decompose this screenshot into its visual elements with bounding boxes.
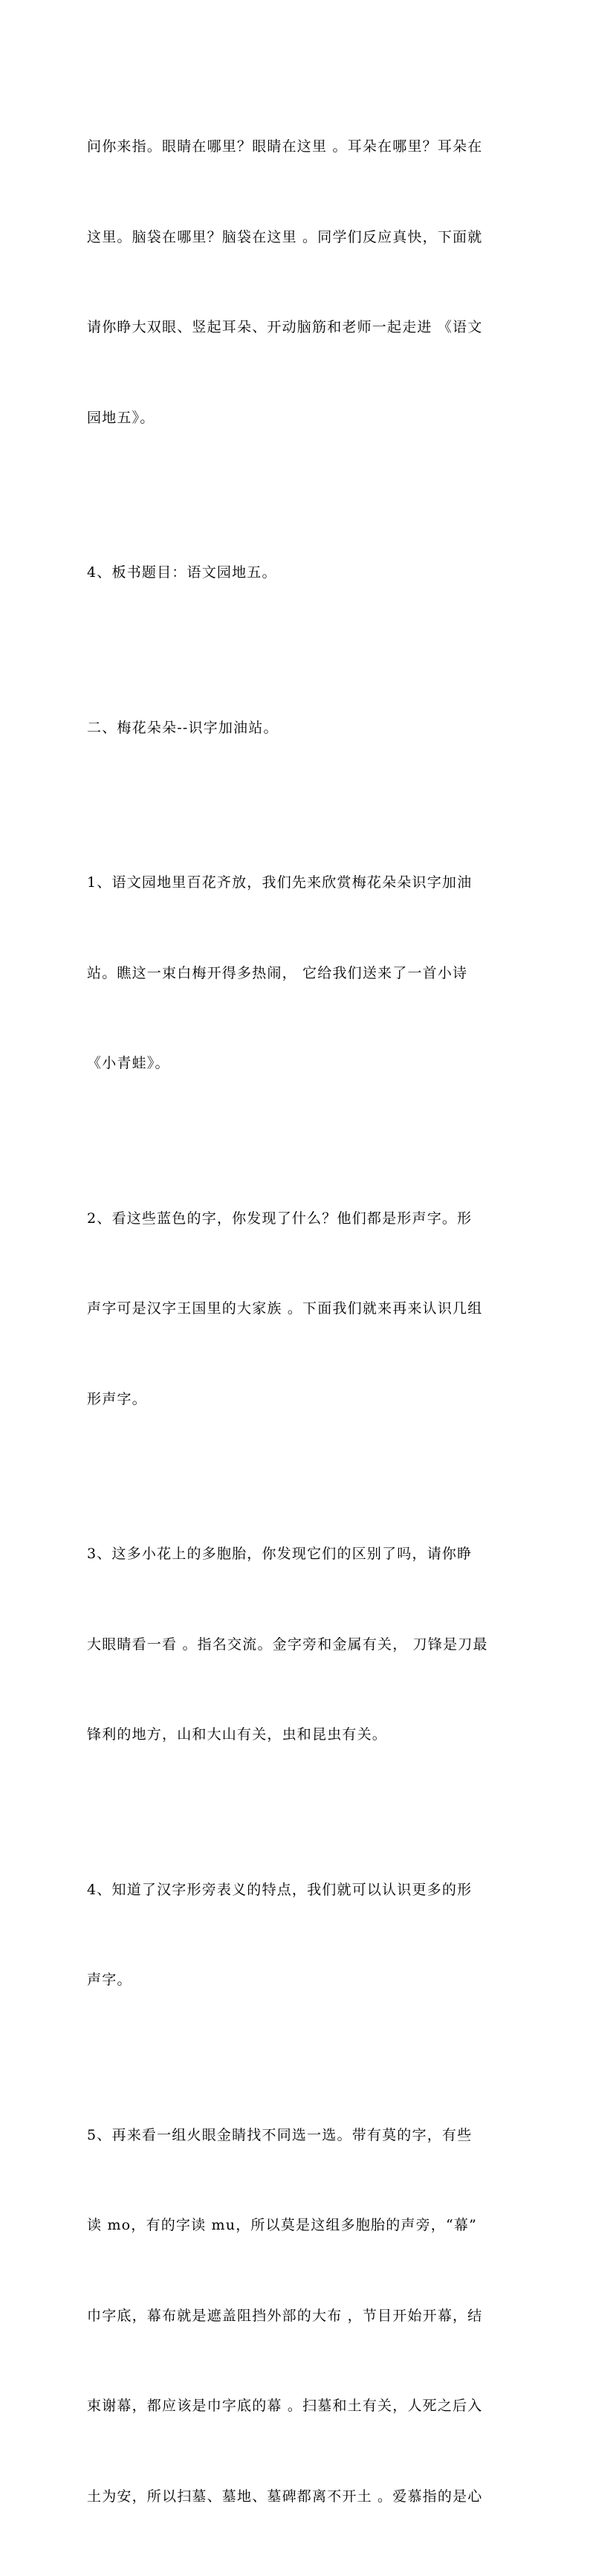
paragraph-intro — [87, 71, 503, 493]
section-heading — [87, 653, 503, 804]
text-line: 这里。脑袋在哪里？脑袋在这里 。同学们反应真快，下面就 — [87, 228, 483, 245]
text-line: 大眼睛看一看 。指名交流。金字旁和金属有关， 刀锋是刀最 — [87, 1636, 488, 1653]
text-line: 形声字。 — [87, 1390, 147, 1407]
text-line: 问你来指。眼睛在哪里？眼睛在这里 。耳朵在哪里？耳朵在 — [87, 138, 483, 155]
text-line: 2、看这些蓝色的字，你发现了什么？他们都是形声字。形 — [87, 1210, 473, 1227]
text-line: 1、语文园地里百花齐放，我们先来欣赏梅花朵朵识字加油 — [87, 874, 473, 891]
paragraph-item-4 — [87, 1815, 503, 2056]
paragraph-item-1 — [87, 807, 503, 1139]
text-line: 站。瞧这一束白梅开得多热闹， 它给我们送来了一首小诗 — [87, 964, 468, 981]
text-line: 《小青蛙》。 — [87, 1055, 170, 1071]
text-line: 4、板书题目：语文园地五。 — [87, 564, 277, 581]
text-line: 二、梅花朵朵--识字加油站。 — [87, 719, 279, 736]
text-line: 3、这多小花上的多胞胎，你发现它们的区别了吗，请你睁 — [87, 1546, 473, 1562]
text-line: 4、知道了汉字形旁表义的特点，我们就可以认识更多的形 — [87, 1881, 473, 1898]
paragraph-item-5 — [87, 2060, 503, 2572]
text-line: 5、再来看一组火眼金睛找不同选一选。带有莫的字，有些 — [87, 2126, 473, 2143]
text-line: 读 mo，有的字读 mu，所以莫是这组多胞胎的声旁，“幕” — [87, 2217, 478, 2233]
text-line: 束谢幕，都应该是巾字底的幕 。扫墓和土有关，人死之后入 — [87, 2398, 483, 2414]
text-line: 锋利的地方，山和大山有关，虫和昆虫有关。 — [87, 1726, 388, 1743]
text-line: 土为安，所以扫墓、墓地、墓碑都离不开土 。爱慕指的是心 — [87, 2488, 483, 2505]
text-line: 声字可是汉字王国里的大家族 。下面我们就来再来认识几组 — [87, 1300, 483, 1317]
paragraph-item-3 — [87, 1479, 503, 1810]
text-line: 声字。 — [87, 1972, 132, 1988]
text-line: 请你睁大双眼、竖起耳朵、开动脑筋和老师一起走进 《语文 — [87, 319, 483, 335]
paragraph-item-2 — [87, 1143, 503, 1475]
text-line: 园地五》。 — [87, 409, 155, 426]
text-line: 巾字底，幕布就是遮盖阻挡外部的大布 ，节目开始开幕，结 — [87, 2307, 483, 2324]
paragraph-step-4-title — [87, 497, 503, 648]
document-body — [87, 71, 503, 2576]
